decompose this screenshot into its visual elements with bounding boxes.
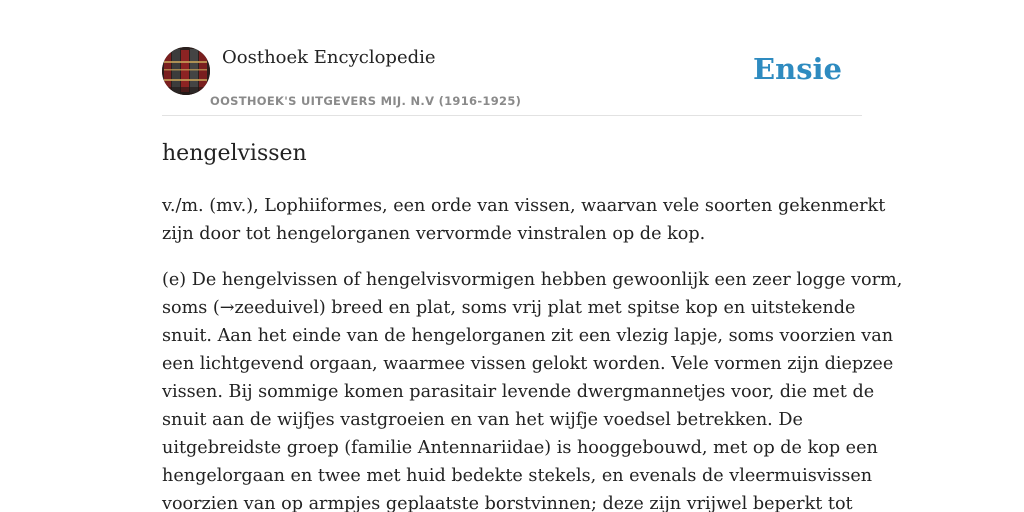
paragraph-description xyxy=(162,266,903,512)
text-line: zijn door tot hengelorganen vervormde vinstralen op de kop. xyxy=(162,224,706,244)
book-spines-icon xyxy=(162,47,210,95)
brand-logo[interactable]: Ensie xyxy=(753,52,842,86)
text-line: snuit. Aan het einde van de hengelorganen zit een vlezig lapje, soms voorzien van xyxy=(162,326,894,346)
text-line: voorzien van op armpjes geplaatste borstvinnen; deze zijn vrijwel beperkt tot xyxy=(162,494,853,512)
text-line: hengelorgaan en twee met huid bedekte stekels, en evenals de vleermuisvissen xyxy=(162,466,873,486)
entry-body xyxy=(162,192,903,512)
text-line: (e) De hengelvissen of hengelvisvormigen hebben gewoonlijk een zeer logge vorm, xyxy=(162,270,903,290)
source-avatar[interactable] xyxy=(162,47,210,95)
paragraph-definition xyxy=(162,192,886,248)
source-title[interactable]: Oosthoek Encyclopedie xyxy=(222,47,436,68)
text-line: soms (→zeeduivel) breed en plat, soms vrij plat met spitse kop en uitstekende xyxy=(162,298,856,318)
text-line: v./m. (mv.), Lophiiformes, een orde van vissen, waarvan vele soorten gekenmerkt xyxy=(162,196,886,216)
text-line: snuit aan de wijfjes vastgroeien en van het wijfje voedsel betrekken. De xyxy=(162,410,803,430)
source-header xyxy=(162,0,862,116)
text-line: een lichtgevend orgaan, waarmee vissen gelokt worden. Vele vormen zijn diepzee xyxy=(162,354,894,374)
text-line: uitgebreidste groep (familie Antennariidae) is hooggebouwd, met op de kop een xyxy=(162,438,878,458)
content-container xyxy=(162,0,903,512)
source-subtitle: OOSTHOEK'S UITGEVERS MIJ. N.V (1916-1925) xyxy=(210,94,522,108)
entry-title: hengelvissen xyxy=(162,141,307,166)
text-line: vissen. Bij sommige komen parasitair levende dwergmannetjes voor, die met de xyxy=(162,382,875,402)
